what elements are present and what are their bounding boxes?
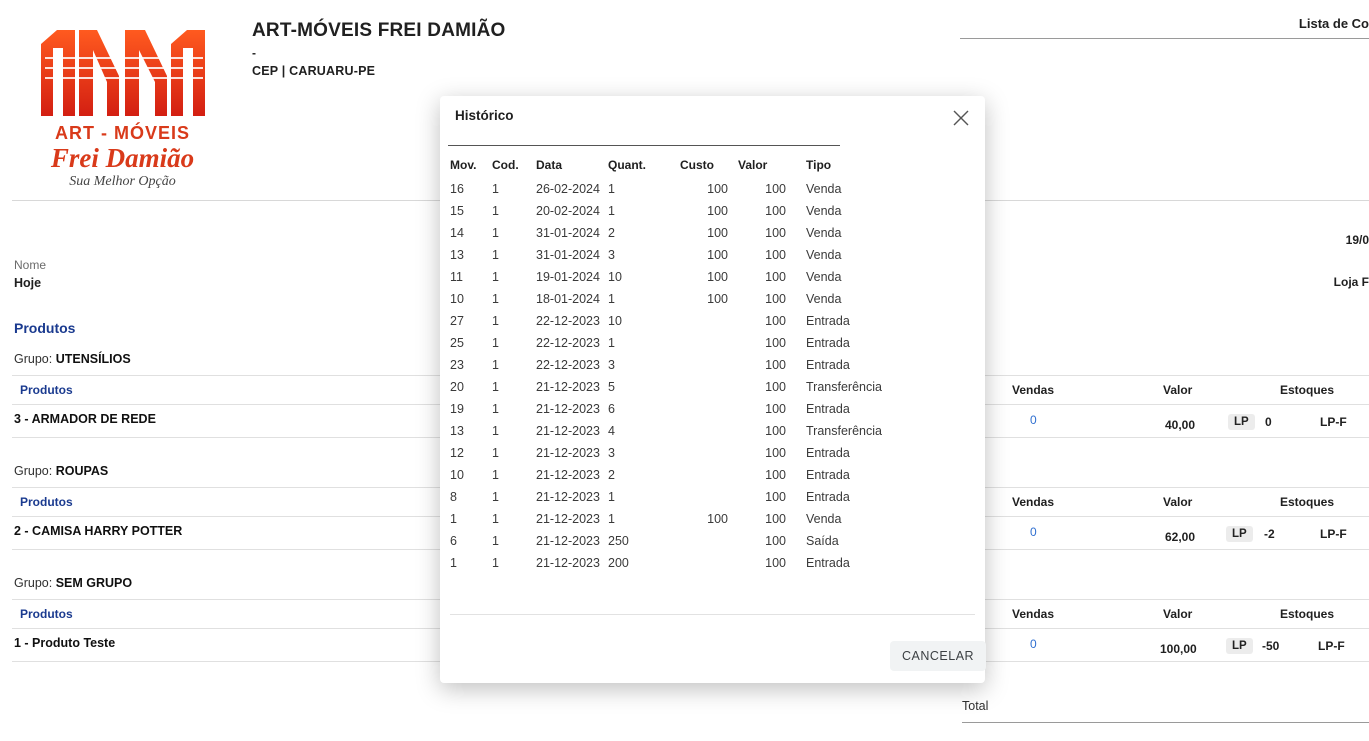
group-heading	[14, 464, 108, 478]
cell-mov: 19	[450, 402, 464, 416]
cell-data: 21-12-2023	[536, 424, 600, 438]
cell-custo	[680, 420, 738, 442]
cell-tipo: Entrada	[806, 446, 850, 460]
cell-mov: 15	[450, 204, 464, 218]
table-row[interactable]	[450, 266, 882, 288]
cancel-button[interactable]: CANCELAR	[890, 641, 986, 671]
cell-data: 31-01-2024	[536, 248, 600, 262]
col-custo: Custo	[680, 158, 714, 172]
cell-valor: 40,00	[1165, 418, 1196, 432]
group-heading	[14, 352, 131, 366]
table-row[interactable]	[450, 420, 882, 442]
cell-valor: 100	[765, 468, 786, 482]
cell-estoque-qtd: 0	[1265, 415, 1272, 429]
table-row[interactable]	[450, 310, 882, 332]
cell-quant: 1	[608, 292, 615, 306]
column-header-valor: Valor	[1163, 495, 1193, 509]
report-loja: Loja F	[1333, 275, 1369, 289]
cell-quant: 1	[608, 182, 615, 196]
cell-cod: 1	[492, 380, 499, 394]
product-name: 1 - Produto Teste	[14, 636, 116, 650]
column-header-produtos: Produtos	[20, 383, 73, 397]
cell-quant: 3	[608, 446, 615, 460]
cell-mov: 27	[450, 314, 464, 328]
report-date: 19/0	[1345, 233, 1369, 247]
cell-valor: 100	[765, 380, 786, 394]
cell-cod: 1	[492, 402, 499, 416]
cell-mov: 14	[450, 226, 464, 240]
cell-data: 21-12-2023	[536, 534, 600, 548]
cell-custo	[680, 442, 738, 464]
company-line2: -	[252, 46, 256, 60]
cell-mov: 13	[450, 248, 464, 262]
table-row[interactable]	[450, 200, 882, 222]
table-row[interactable]	[450, 376, 882, 398]
cell-data: 22-12-2023	[536, 358, 600, 372]
cell-tipo: Entrada	[806, 336, 850, 350]
cell-quant: 200	[608, 556, 629, 570]
cell-data: 21-12-2023	[536, 556, 600, 570]
column-header-valor: Valor	[1163, 607, 1193, 621]
table-row[interactable]	[450, 244, 882, 266]
cell-quant: 2	[608, 468, 615, 482]
cell-valor: 100	[765, 314, 786, 328]
column-header-vendas: Vendas	[1012, 607, 1055, 621]
cell-tipo: Venda	[806, 512, 842, 526]
table-row[interactable]	[450, 442, 882, 464]
cell-mov: 1	[450, 512, 457, 526]
col-mov: Mov.	[450, 158, 477, 172]
cell-cod: 1	[492, 512, 499, 526]
report-title: Lista de Co	[1298, 16, 1369, 31]
cell-valor: 100	[765, 226, 786, 240]
cell-quant: 1	[608, 512, 615, 526]
cell-data: 26-02-2024	[536, 182, 600, 196]
cell-mov: 6	[450, 534, 457, 548]
cell-data: 22-12-2023	[536, 314, 600, 328]
col-valor: Valor	[738, 158, 768, 172]
cell-custo: 100	[707, 248, 728, 262]
table-row[interactable]	[450, 332, 882, 354]
column-header-estoques: Estoques	[1280, 495, 1335, 509]
report-title-divider	[960, 38, 1369, 39]
cell-quant: 10	[608, 270, 622, 284]
cell-cod: 1	[492, 204, 499, 218]
cell-cod: 1	[492, 534, 499, 548]
cell-custo	[680, 354, 738, 376]
cell-valor: 100	[765, 292, 786, 306]
col-quant: Quant.	[608, 158, 646, 172]
cell-quant: 6	[608, 402, 615, 416]
filter-value: Hoje	[14, 276, 42, 290]
cell-cod: 1	[492, 182, 499, 196]
cell-custo: 100	[707, 270, 728, 284]
column-header-vendas: Vendas	[1012, 495, 1055, 509]
cell-data: 19-01-2024	[536, 270, 600, 284]
cell-valor: 100	[765, 402, 786, 416]
table-row[interactable]	[450, 486, 882, 508]
cell-cod: 1	[492, 226, 499, 240]
cell-valor: 100	[765, 182, 786, 196]
cell-tipo: Venda	[806, 292, 842, 306]
group-label: Grupo:	[14, 464, 53, 478]
history-header-divider	[448, 145, 840, 146]
cell-valor: 100	[765, 358, 786, 372]
logo-line1: ART - MÓVEIS	[54, 123, 190, 143]
col-cod: Cod.	[492, 158, 519, 172]
table-row[interactable]	[450, 508, 882, 530]
cell-tipo: Entrada	[806, 556, 850, 570]
column-header-produtos: Produtos	[20, 607, 73, 621]
table-row[interactable]	[450, 354, 882, 376]
estoque-badge-lp: LP	[1228, 414, 1255, 430]
cell-mov: 23	[450, 358, 464, 372]
cell-custo	[680, 398, 738, 420]
group-label: Grupo:	[14, 576, 53, 590]
cell-mov: 10	[450, 468, 464, 482]
cell-cod: 1	[492, 292, 499, 306]
cell-valor: 100	[765, 204, 786, 218]
cell-cod: 1	[492, 314, 499, 328]
cell-valor: 100	[765, 556, 786, 570]
close-icon[interactable]	[947, 104, 975, 132]
cell-quant: 4	[608, 424, 615, 438]
cell-tipo: Entrada	[806, 468, 850, 482]
estoque-badge-lpf: LP-F	[1320, 415, 1347, 429]
cell-custo	[680, 552, 738, 574]
cell-custo: 100	[707, 512, 728, 526]
cell-mov: 8	[450, 490, 457, 504]
cell-quant: 5	[608, 380, 615, 394]
cell-valor: 100	[765, 270, 786, 284]
cell-quant: 10	[608, 314, 622, 328]
total-divider	[962, 722, 1369, 723]
logo-mark-icon	[35, 24, 210, 119]
cell-tipo: Venda	[806, 226, 842, 240]
cell-valor: 100	[765, 446, 786, 460]
cell-data: 22-12-2023	[536, 336, 600, 350]
cell-cod: 1	[492, 358, 499, 372]
cell-mov: 1	[450, 556, 457, 570]
cell-tipo: Transferência	[806, 380, 882, 394]
cell-valor: 100	[765, 424, 786, 438]
cell-custo	[680, 464, 738, 486]
column-header-estoques: Estoques	[1280, 383, 1335, 397]
cell-cod: 1	[492, 336, 499, 350]
cell-tipo: Venda	[806, 204, 842, 218]
group-name: SEM GRUPO	[55, 576, 133, 590]
cell-mov: 16	[450, 182, 464, 196]
group-heading	[14, 576, 132, 590]
cell-data: 21-12-2023	[536, 380, 600, 394]
history-table	[450, 158, 882, 574]
cell-mov: 12	[450, 446, 464, 460]
cell-data: 18-01-2024	[536, 292, 600, 306]
cell-valor: 100	[765, 490, 786, 504]
estoque-badge-lpf: LP-F	[1320, 527, 1347, 541]
cell-data: 31-01-2024	[536, 226, 600, 240]
cell-valor: 100	[765, 336, 786, 350]
cell-estoque-qtd: -2	[1264, 527, 1275, 541]
table-row[interactable]	[450, 288, 882, 310]
cell-data: 21-12-2023	[536, 512, 600, 526]
cell-quant: 3	[608, 358, 615, 372]
cell-data: 20-02-2024	[536, 204, 600, 218]
estoque-badge-lp: LP	[1226, 638, 1253, 654]
company-address: CEP | CARUARU-PE	[252, 64, 376, 78]
estoque-badge-lpf: LP-F	[1318, 639, 1345, 653]
cell-data: 21-12-2023	[536, 468, 600, 482]
cell-vendas: 0	[1030, 413, 1037, 427]
cell-valor: 100,00	[1160, 642, 1197, 656]
cell-cod: 1	[492, 270, 499, 284]
cell-data: 21-12-2023	[536, 402, 600, 416]
cell-valor: 100	[765, 512, 786, 526]
cell-quant: 2	[608, 226, 615, 240]
cell-vendas: 0	[1030, 637, 1037, 651]
cell-custo	[680, 332, 738, 354]
cell-tipo: Entrada	[806, 490, 850, 504]
cell-custo: 100	[707, 226, 728, 240]
cell-tipo: Entrada	[806, 402, 850, 416]
cell-mov: 20	[450, 380, 464, 394]
cell-tipo: Transferência	[806, 424, 882, 438]
cell-quant: 250	[608, 534, 629, 548]
cell-quant: 1	[608, 336, 615, 350]
product-name: 2 - CAMISA HARRY POTTER	[14, 524, 183, 538]
cell-tipo: Entrada	[806, 314, 850, 328]
page-title: Produtos	[14, 320, 76, 336]
cell-vendas: 0	[1030, 525, 1037, 539]
dialog-title: Histórico	[455, 108, 514, 123]
dialog-footer-divider	[450, 614, 975, 615]
cell-data: 21-12-2023	[536, 446, 600, 460]
cell-tipo: Entrada	[806, 358, 850, 372]
company-logo	[20, 14, 225, 194]
cell-tipo: Venda	[806, 182, 842, 196]
table-row[interactable]	[450, 464, 882, 486]
table-row[interactable]	[450, 530, 882, 552]
cell-valor: 62,00	[1165, 530, 1196, 544]
col-data: Data	[536, 158, 563, 172]
cell-data: 21-12-2023	[536, 490, 600, 504]
table-header-row	[450, 158, 882, 178]
group-name: UTENSÍLIOS	[55, 352, 131, 366]
cell-cod: 1	[492, 468, 499, 482]
cell-cod: 1	[492, 424, 499, 438]
column-header-valor: Valor	[1163, 383, 1193, 397]
cell-quant: 3	[608, 248, 615, 262]
table-row[interactable]	[450, 552, 882, 574]
cell-valor: 100	[765, 248, 786, 262]
cell-cod: 1	[492, 490, 499, 504]
cell-custo	[680, 486, 738, 508]
total-label: Total	[962, 699, 989, 713]
cell-tipo: Venda	[806, 270, 842, 284]
filter-label: Nome	[14, 258, 47, 272]
cell-tipo: Saída	[806, 534, 839, 548]
cell-mov: 25	[450, 336, 464, 350]
cell-custo: 100	[707, 204, 728, 218]
logo-line2: Frei Damião	[50, 143, 195, 173]
estoque-badge-lp: LP	[1226, 526, 1253, 542]
cell-custo: 100	[707, 292, 728, 306]
company-title: ART-MÓVEIS FREI DAMIÃO	[252, 20, 506, 41]
cell-valor: 100	[765, 534, 786, 548]
cell-cod: 1	[492, 248, 499, 262]
column-header-vendas: Vendas	[1012, 383, 1055, 397]
group-label: Grupo:	[14, 352, 53, 366]
table-row[interactable]	[450, 178, 882, 200]
cell-estoque-qtd: -50	[1262, 639, 1280, 653]
cell-custo: 100	[707, 182, 728, 196]
cell-custo	[680, 530, 738, 552]
cell-mov: 13	[450, 424, 464, 438]
cell-tipo: Venda	[806, 248, 842, 262]
cell-custo	[680, 310, 738, 332]
cell-custo	[680, 376, 738, 398]
column-header-estoques: Estoques	[1280, 607, 1335, 621]
cell-quant: 1	[608, 204, 615, 218]
cell-mov: 10	[450, 292, 464, 306]
table-row[interactable]	[450, 222, 882, 244]
group-name: ROUPAS	[55, 464, 109, 478]
column-header-produtos: Produtos	[20, 495, 73, 509]
product-name: 3 - ARMADOR DE REDE	[14, 412, 156, 426]
table-row[interactable]	[450, 398, 882, 420]
cell-cod: 1	[492, 446, 499, 460]
col-tipo: Tipo	[806, 158, 832, 172]
cell-cod: 1	[492, 556, 499, 570]
cell-mov: 11	[450, 270, 463, 284]
cell-quant: 1	[608, 490, 615, 504]
logo-line3: Sua Melhor Opção	[69, 174, 176, 190]
